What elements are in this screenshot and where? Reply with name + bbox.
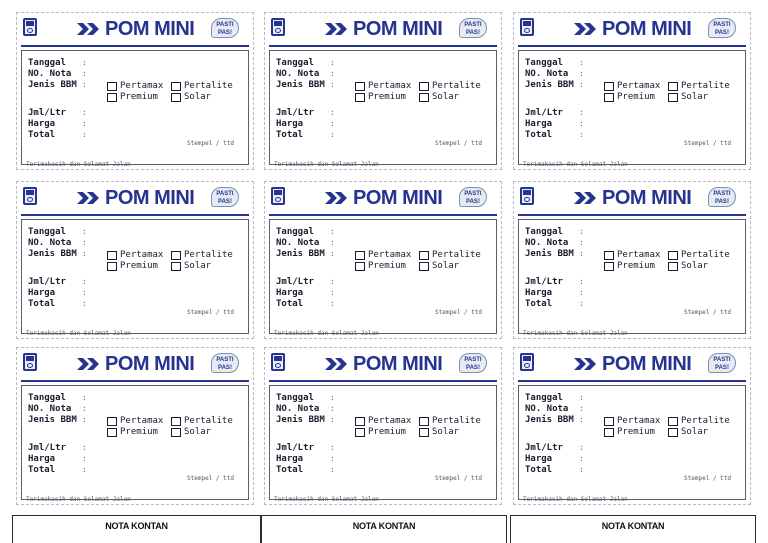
fuel-type-label: Jenis BBM	[276, 80, 325, 90]
brand-name: POM MINI	[602, 187, 692, 209]
receipt-number-separator: :	[330, 238, 335, 247]
fuel-pump-icon	[271, 187, 285, 205]
total-separator: :	[330, 130, 335, 139]
price-separator: :	[82, 288, 87, 297]
pertamax-label: Pertamax	[617, 416, 661, 426]
fuel-receipt-card	[264, 12, 502, 170]
fuel-receipt-card	[513, 12, 751, 170]
total-separator: :	[82, 299, 87, 308]
date-label: Tanggal	[525, 58, 563, 68]
fuel-type-separator: :	[330, 415, 335, 424]
total-label: Total	[276, 465, 304, 475]
pasti-pas-badge-icon: PASTI PAS!	[459, 187, 487, 207]
solar-label: Solar	[432, 92, 460, 102]
fuel-receipt-card	[16, 347, 254, 505]
brand-name: POM MINI	[353, 18, 443, 40]
receipt-number-separator: :	[579, 69, 584, 78]
quantity-separator: :	[579, 108, 584, 117]
solar-checkbox[interactable]	[668, 93, 678, 102]
receipt-header	[17, 182, 253, 214]
date-label: Tanggal	[28, 227, 66, 237]
premium-checkbox[interactable]	[107, 262, 117, 271]
receipt-number-separator: :	[579, 238, 584, 247]
pertamax-label: Pertamax	[120, 81, 164, 91]
pertamax-checkbox[interactable]	[355, 251, 365, 260]
brand-name: POM MINI	[602, 18, 692, 40]
pasti-pas-badge-icon: PASTI PAS!	[459, 18, 487, 38]
pertalite-checkbox[interactable]	[419, 417, 429, 426]
total-label: Total	[525, 299, 553, 309]
double-arrow-icon	[574, 357, 598, 371]
fuel-pump-icon	[520, 353, 534, 371]
solar-label: Solar	[184, 427, 212, 437]
receipt-number-label: NO. Nota	[28, 404, 72, 414]
date-separator: :	[330, 227, 335, 236]
pasti-pas-badge-icon: PASTI PAS!	[708, 353, 736, 373]
pasti-pas-badge-icon: PASTI PAS!	[211, 353, 239, 373]
total-label: Total	[525, 465, 553, 475]
date-separator: :	[82, 58, 87, 67]
total-label: Total	[525, 130, 553, 140]
date-separator: :	[82, 227, 87, 236]
thank-you-footer: Terimakasih dan Selamat Jalan	[523, 330, 628, 337]
fuel-type-label: Jenis BBM	[28, 80, 77, 90]
fuel-type-separator: :	[579, 415, 584, 424]
receipt-header	[514, 348, 750, 380]
quantity-separator: :	[579, 443, 584, 452]
thank-you-footer: Terimakasih dan Selamat Jalan	[274, 161, 379, 168]
premium-label: Premium	[120, 261, 158, 271]
fuel-type-label: Jenis BBM	[525, 249, 574, 259]
total-separator: :	[579, 130, 584, 139]
pertalite-label: Pertalite	[432, 81, 481, 91]
pertamax-label: Pertamax	[617, 250, 661, 260]
date-separator: :	[330, 393, 335, 402]
receipt-number-label: NO. Nota	[525, 69, 569, 79]
fuel-type-separator: :	[330, 80, 335, 89]
thank-you-footer: Terimakasih dan Selamat Jalan	[26, 496, 131, 503]
double-arrow-icon	[77, 357, 101, 371]
total-separator: :	[82, 130, 87, 139]
date-separator: :	[579, 393, 584, 402]
header-divider	[269, 214, 497, 216]
solar-checkbox[interactable]	[419, 262, 429, 271]
fuel-receipt-card	[513, 181, 751, 339]
pertamax-label: Pertamax	[617, 81, 661, 91]
pertalite-checkbox[interactable]	[171, 251, 181, 260]
double-arrow-icon	[77, 22, 101, 36]
price-label: Harga	[525, 454, 553, 464]
solar-label: Solar	[184, 92, 212, 102]
date-label: Tanggal	[525, 393, 563, 403]
pertalite-checkbox[interactable]	[668, 251, 678, 260]
receipt-header	[265, 182, 501, 214]
pertalite-label: Pertalite	[184, 250, 233, 260]
date-separator: :	[82, 393, 87, 402]
signature-label: Stempel / ttd	[684, 140, 731, 147]
quantity-label: Jml/Ltr	[276, 443, 314, 453]
column-label-1: NOTA KONTAN	[12, 515, 261, 543]
date-label: Tanggal	[28, 58, 66, 68]
fuel-receipt-card	[16, 181, 254, 339]
fuel-type-separator: :	[579, 249, 584, 258]
pertamax-checkbox[interactable]	[107, 82, 117, 91]
quantity-separator: :	[82, 277, 87, 286]
fuel-pump-icon	[520, 18, 534, 36]
receipt-number-separator: :	[579, 404, 584, 413]
column-label-2: NOTA KONTAN	[261, 515, 507, 543]
receipt-form	[518, 385, 746, 503]
fuel-type-label: Jenis BBM	[276, 249, 325, 259]
price-label: Harga	[28, 288, 56, 298]
receipt-form	[518, 219, 746, 337]
double-arrow-icon	[574, 191, 598, 205]
fuel-pump-icon	[520, 187, 534, 205]
pertamax-checkbox[interactable]	[107, 251, 117, 260]
signature-label: Stempel / ttd	[187, 140, 234, 147]
date-separator: :	[330, 58, 335, 67]
solar-checkbox[interactable]	[419, 428, 429, 437]
pertalite-label: Pertalite	[432, 416, 481, 426]
premium-label: Premium	[368, 92, 406, 102]
solar-checkbox[interactable]	[419, 93, 429, 102]
quantity-label: Jml/Ltr	[525, 443, 563, 453]
receipt-header	[265, 13, 501, 45]
pasti-pas-badge-icon: PASTI PAS!	[211, 187, 239, 207]
receipt-form	[518, 50, 746, 168]
double-arrow-icon	[325, 191, 349, 205]
premium-checkbox[interactable]	[107, 93, 117, 102]
receipt-number-label: NO. Nota	[276, 404, 320, 414]
premium-label: Premium	[120, 92, 158, 102]
double-arrow-icon	[574, 22, 598, 36]
thank-you-footer: Terimakasih dan Selamat Jalan	[523, 496, 628, 503]
brand-name: POM MINI	[105, 187, 195, 209]
pertamax-checkbox[interactable]	[355, 417, 365, 426]
pertalite-checkbox[interactable]	[419, 82, 429, 91]
fuel-pump-icon	[271, 18, 285, 36]
solar-label: Solar	[681, 92, 709, 102]
pertalite-label: Pertalite	[184, 81, 233, 91]
quantity-label: Jml/Ltr	[28, 277, 66, 287]
pasti-pas-badge-icon: PASTI PAS!	[459, 353, 487, 373]
premium-checkbox[interactable]	[604, 93, 614, 102]
quantity-separator: :	[330, 108, 335, 117]
pertamax-label: Pertamax	[368, 81, 412, 91]
premium-label: Premium	[120, 427, 158, 437]
quantity-label: Jml/Ltr	[276, 277, 314, 287]
pasti-pas-badge-icon: PASTI PAS!	[708, 187, 736, 207]
solar-checkbox[interactable]	[668, 262, 678, 271]
receipt-number-separator: :	[330, 69, 335, 78]
pertalite-checkbox[interactable]	[419, 251, 429, 260]
date-separator: :	[579, 58, 584, 67]
date-label: Tanggal	[28, 393, 66, 403]
pertalite-label: Pertalite	[184, 416, 233, 426]
fuel-type-separator: :	[82, 415, 87, 424]
receipt-number-label: NO. Nota	[276, 238, 320, 248]
price-separator: :	[330, 454, 335, 463]
price-label: Harga	[276, 288, 304, 298]
total-label: Total	[28, 299, 56, 309]
pertamax-checkbox[interactable]	[604, 82, 614, 91]
pertalite-checkbox[interactable]	[171, 82, 181, 91]
premium-checkbox[interactable]	[604, 428, 614, 437]
header-divider	[21, 214, 249, 216]
thank-you-footer: Terimakasih dan Selamat Jalan	[26, 330, 131, 337]
price-label: Harga	[28, 454, 56, 464]
total-label: Total	[28, 465, 56, 475]
premium-checkbox[interactable]	[604, 262, 614, 271]
receipt-header	[514, 182, 750, 214]
total-label: Total	[276, 299, 304, 309]
signature-label: Stempel / ttd	[187, 475, 234, 482]
brand-name: POM MINI	[602, 353, 692, 375]
receipt-header	[514, 13, 750, 45]
header-divider	[518, 214, 746, 216]
solar-checkbox[interactable]	[171, 262, 181, 271]
brand-name: POM MINI	[353, 187, 443, 209]
total-label: Total	[28, 130, 56, 140]
quantity-label: Jml/Ltr	[28, 108, 66, 118]
brand-name: POM MINI	[105, 353, 195, 375]
solar-label: Solar	[681, 427, 709, 437]
quantity-label: Jml/Ltr	[525, 108, 563, 118]
thank-you-footer: Terimakasih dan Selamat Jalan	[523, 161, 628, 168]
pertalite-checkbox[interactable]	[668, 82, 678, 91]
brand-name: POM MINI	[105, 18, 195, 40]
thank-you-footer: Terimakasih dan Selamat Jalan	[274, 330, 379, 337]
fuel-type-label: Jenis BBM	[276, 415, 325, 425]
pertalite-checkbox[interactable]	[668, 417, 678, 426]
price-separator: :	[330, 119, 335, 128]
receipt-number-label: NO. Nota	[525, 404, 569, 414]
premium-label: Premium	[368, 427, 406, 437]
signature-label: Stempel / ttd	[435, 309, 482, 316]
receipt-form	[269, 219, 497, 337]
pertamax-checkbox[interactable]	[107, 417, 117, 426]
receipt-form	[21, 50, 249, 168]
fuel-pump-icon	[23, 353, 37, 371]
quantity-separator: :	[579, 277, 584, 286]
pertamax-label: Pertamax	[368, 416, 412, 426]
fuel-type-separator: :	[579, 80, 584, 89]
price-label: Harga	[525, 119, 553, 129]
fuel-type-label: Jenis BBM	[28, 415, 77, 425]
receipt-header	[17, 13, 253, 45]
total-separator: :	[330, 299, 335, 308]
receipt-number-separator: :	[82, 404, 87, 413]
total-label: Total	[276, 130, 304, 140]
price-label: Harga	[525, 288, 553, 298]
fuel-type-label: Jenis BBM	[525, 415, 574, 425]
receipt-number-label: NO. Nota	[525, 238, 569, 248]
signature-label: Stempel / ttd	[435, 140, 482, 147]
solar-label: Solar	[432, 261, 460, 271]
pasti-pas-badge-icon: PASTI PAS!	[708, 18, 736, 38]
quantity-label: Jml/Ltr	[525, 277, 563, 287]
thank-you-footer: Terimakasih dan Selamat Jalan	[274, 496, 379, 503]
solar-checkbox[interactable]	[171, 93, 181, 102]
quantity-label: Jml/Ltr	[276, 108, 314, 118]
quantity-separator: :	[330, 443, 335, 452]
premium-checkbox[interactable]	[355, 428, 365, 437]
quantity-label: Jml/Ltr	[28, 443, 66, 453]
quantity-separator: :	[82, 108, 87, 117]
header-divider	[269, 45, 497, 47]
solar-label: Solar	[184, 261, 212, 271]
fuel-type-separator: :	[82, 80, 87, 89]
fuel-receipt-card	[513, 347, 751, 505]
pertamax-checkbox[interactable]	[355, 82, 365, 91]
premium-label: Premium	[617, 92, 655, 102]
price-separator: :	[82, 119, 87, 128]
quantity-separator: :	[330, 277, 335, 286]
receipt-form	[21, 385, 249, 503]
receipt-number-label: NO. Nota	[276, 69, 320, 79]
fuel-type-label: Jenis BBM	[525, 80, 574, 90]
price-separator: :	[579, 454, 584, 463]
receipt-form	[269, 50, 497, 168]
brand-name: POM MINI	[353, 353, 443, 375]
pertamax-label: Pertamax	[120, 416, 164, 426]
pertamax-checkbox[interactable]	[604, 417, 614, 426]
fuel-pump-icon	[271, 353, 285, 371]
fuel-type-label: Jenis BBM	[28, 249, 77, 259]
header-divider	[518, 45, 746, 47]
date-label: Tanggal	[525, 227, 563, 237]
date-label: Tanggal	[276, 393, 314, 403]
thank-you-footer: Terimakasih dan Selamat Jalan	[26, 161, 131, 168]
receipt-form	[21, 219, 249, 337]
pertamax-label: Pertamax	[120, 250, 164, 260]
total-separator: :	[330, 465, 335, 474]
fuel-pump-icon	[23, 187, 37, 205]
pertalite-label: Pertalite	[432, 250, 481, 260]
fuel-receipt-card	[264, 181, 502, 339]
signature-label: Stempel / ttd	[684, 309, 731, 316]
premium-label: Premium	[617, 427, 655, 437]
premium-label: Premium	[617, 261, 655, 271]
receipt-number-label: NO. Nota	[28, 238, 72, 248]
pertalite-label: Pertalite	[681, 250, 730, 260]
header-divider	[21, 380, 249, 382]
signature-label: Stempel / ttd	[187, 309, 234, 316]
fuel-pump-icon	[23, 18, 37, 36]
premium-label: Premium	[368, 261, 406, 271]
pertalite-checkbox[interactable]	[171, 417, 181, 426]
price-separator: :	[579, 288, 584, 297]
solar-checkbox[interactable]	[171, 428, 181, 437]
price-separator: :	[579, 119, 584, 128]
solar-label: Solar	[432, 427, 460, 437]
pertalite-label: Pertalite	[681, 81, 730, 91]
header-divider	[269, 380, 497, 382]
double-arrow-icon	[77, 191, 101, 205]
price-label: Harga	[276, 454, 304, 464]
double-arrow-icon	[325, 357, 349, 371]
pasti-pas-badge-icon: PASTI PAS!	[211, 18, 239, 38]
receipt-number-separator: :	[82, 238, 87, 247]
date-label: Tanggal	[276, 58, 314, 68]
price-separator: :	[82, 454, 87, 463]
double-arrow-icon	[325, 22, 349, 36]
receipt-number-separator: :	[330, 404, 335, 413]
total-separator: :	[82, 465, 87, 474]
fuel-type-separator: :	[330, 249, 335, 258]
pertamax-checkbox[interactable]	[604, 251, 614, 260]
premium-checkbox[interactable]	[107, 428, 117, 437]
premium-checkbox[interactable]	[355, 262, 365, 271]
column-label-3: NOTA KONTAN	[510, 515, 756, 543]
receipt-number-label: NO. Nota	[28, 69, 72, 79]
fuel-type-separator: :	[82, 249, 87, 258]
receipt-header	[265, 348, 501, 380]
receipt-form	[269, 385, 497, 503]
total-separator: :	[579, 299, 584, 308]
date-label: Tanggal	[276, 227, 314, 237]
header-divider	[21, 45, 249, 47]
pertalite-label: Pertalite	[681, 416, 730, 426]
price-separator: :	[330, 288, 335, 297]
pertamax-label: Pertamax	[368, 250, 412, 260]
total-separator: :	[579, 465, 584, 474]
solar-label: Solar	[681, 261, 709, 271]
quantity-separator: :	[82, 443, 87, 452]
signature-label: Stempel / ttd	[435, 475, 482, 482]
receipt-header	[17, 348, 253, 380]
solar-checkbox[interactable]	[668, 428, 678, 437]
price-label: Harga	[276, 119, 304, 129]
fuel-receipt-card	[264, 347, 502, 505]
signature-label: Stempel / ttd	[684, 475, 731, 482]
price-label: Harga	[28, 119, 56, 129]
receipt-number-separator: :	[82, 69, 87, 78]
header-divider	[518, 380, 746, 382]
fuel-receipt-card	[16, 12, 254, 170]
date-separator: :	[579, 227, 584, 236]
premium-checkbox[interactable]	[355, 93, 365, 102]
